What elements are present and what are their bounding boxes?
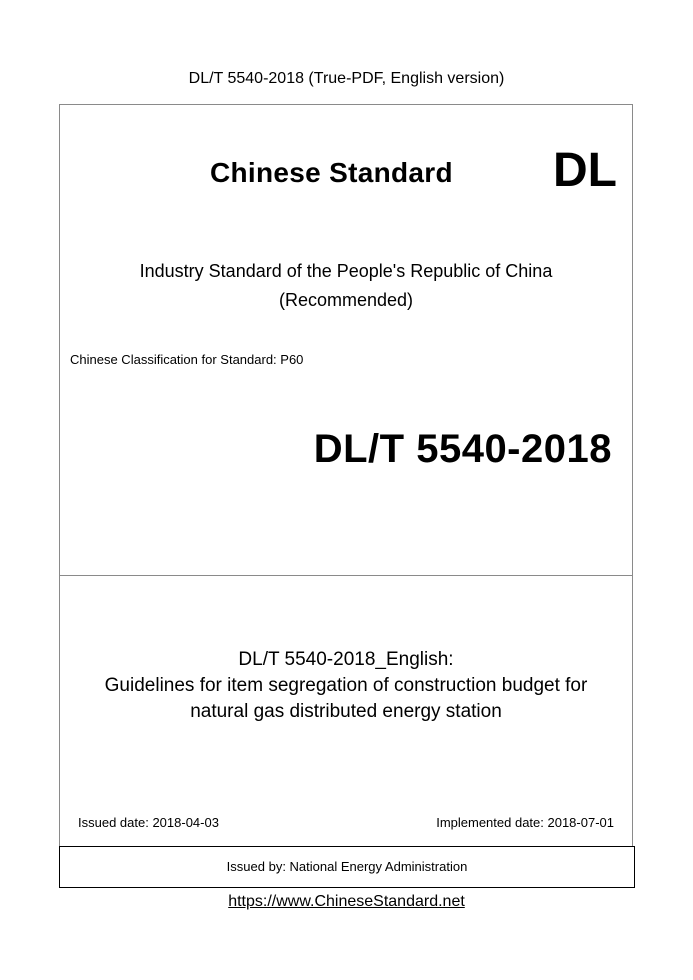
website-footer (0, 893, 693, 911)
title-line: natural gas distributed energy station (190, 701, 502, 722)
document-header: DL/T 5540-2018 (True-PDF, English version) (188, 70, 505, 87)
brand-mark: DL (553, 144, 617, 197)
title-line: Guidelines for item segregation of construction budget for (104, 675, 588, 696)
section-divider (60, 575, 632, 576)
standard-code: DL/T 5540-2018 (313, 427, 612, 471)
industry-line: Industry Standard of the People's Republic of China (139, 261, 553, 281)
title-line: DL/T 5540-2018_English: (238, 649, 454, 670)
implemented-date: Implemented date: 2018-07-01 (436, 815, 614, 830)
document-title (60, 647, 632, 725)
website-link[interactable]: https://www.ChineseStandard.net (228, 893, 465, 910)
issued-date: Issued date: 2018-04-03 (78, 815, 219, 830)
brand-title: Chinese Standard (210, 157, 453, 188)
cover-frame (59, 104, 633, 886)
recommended-label: (Recommended) (278, 290, 414, 310)
issuer-box: Issued by: National Energy Administration (59, 846, 635, 888)
industry-statement (60, 257, 632, 315)
classification-label: Chinese Classification for Standard: P60 (70, 352, 304, 367)
